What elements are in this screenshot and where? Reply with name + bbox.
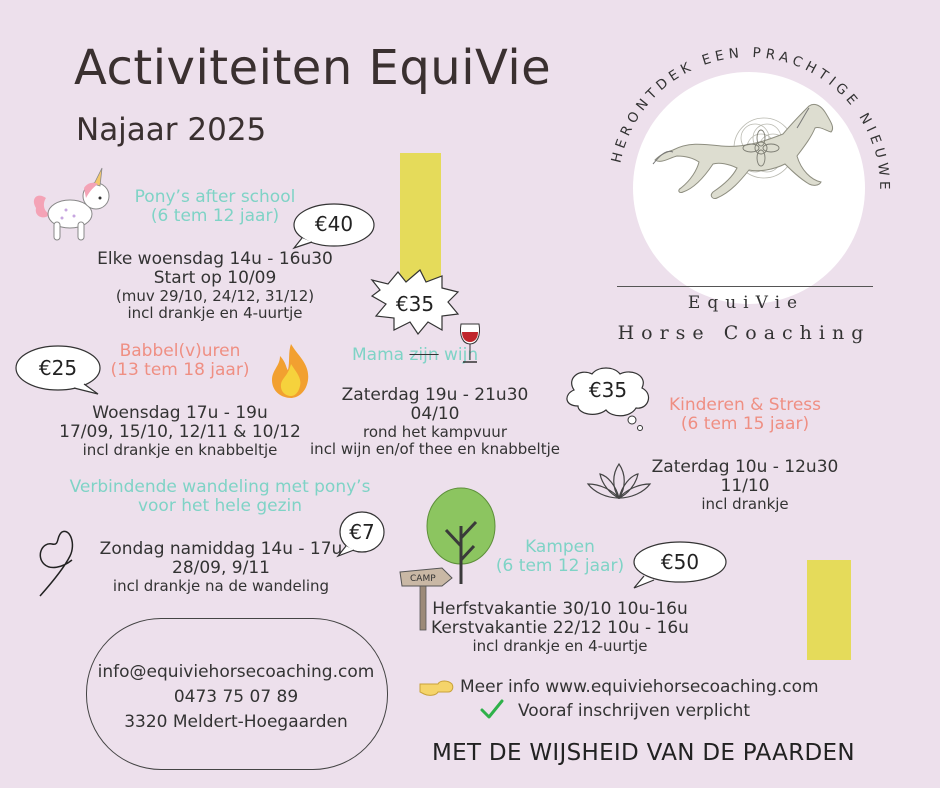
contact-phone[interactable]: 0473 75 07 89 (173, 687, 299, 707)
yellow-block-bottom (807, 560, 851, 660)
pony-title: Pony’s after school (6 tem 12 jaar) (134, 187, 296, 226)
mama-details: Zaterdag 19u - 21u30 04/10 rond het kampvuur incl wijn en/of thee en knabbeltje (310, 385, 560, 458)
motto: MET DE WIJSHEID VAN DE PAARDEN (432, 740, 855, 766)
mama-title: Mama zijn wijn (352, 345, 479, 365)
unicorn-icon (28, 168, 123, 248)
checkmark-icon (480, 698, 504, 720)
pony-details: Elke woensdag 14u - 16u30 Start op 10/09 (muv 29/10, 24/12, 31/12) incl drankje en 4-uurtje (97, 249, 333, 322)
logo-arc-text: HERONTDEK EEN PRACHTIGE NIEUWE JIJ (608, 44, 893, 195)
contact-email[interactable]: info@equiviehorsecoaching.com (97, 662, 375, 682)
wandeling-details: Zondag namiddag 14u - 17u 28/09, 9/11 incl drankje na de wandeling (99, 539, 343, 595)
mama-price: €35 (395, 292, 435, 316)
wandeling-price: €7 (349, 520, 375, 544)
camp-sign-label: CAMP (410, 574, 436, 584)
brand-name: EquiVie (687, 293, 805, 313)
kinderen-details: Zaterdag 10u - 12u30 11/10 incl drankje (651, 457, 839, 513)
more-info-text[interactable]: Meer info www.equiviehorsecoaching.com (460, 677, 819, 697)
wine-glass-icon (457, 322, 483, 366)
kampen-title: Kampen (6 tem 12 jaar) (495, 537, 625, 576)
contact-address: 3320 Meldert-Hoegaarden (124, 712, 348, 732)
pointing-hand-icon (418, 676, 454, 698)
pony-price: €40 (314, 212, 354, 236)
brand-divider (617, 286, 873, 287)
brand-tagline: Horse Coaching (617, 322, 871, 344)
kinderen-title: Kinderen & Stress (6 tem 15 jaar) (668, 395, 822, 434)
wandeling-title: Verbindende wandeling met pony’s voor het hele gezin (69, 477, 371, 516)
contact-info (86, 660, 386, 735)
page-title: Activiteiten EquiVie (74, 40, 552, 96)
babbel-price: €25 (38, 356, 78, 380)
page-subtitle: Najaar 2025 (76, 112, 267, 148)
kampen-price: €50 (660, 550, 700, 574)
kinderen-price: €35 (588, 378, 628, 402)
register-text: Vooraf inschrijven verplicht (518, 701, 751, 721)
horse-logo-icon (608, 44, 893, 304)
kampen-details: Herfstvakantie 30/10 10u-16u Kerstvakantie 22/12 10u - 16u incl drankje en 4-uurtje (431, 599, 689, 655)
yellow-block-top (400, 153, 441, 288)
svg-text:HERONTDEK EEN PRACHTIGE NIEUWE (608, 45, 892, 194)
babbel-details: Woensdag 17u - 19u 17/09, 15/10, 12/11 & 10/12 incl drankje en knabbeltje (59, 403, 301, 459)
babbel-title: Babbel(v)uren (13 tem 18 jaar) (110, 341, 250, 380)
